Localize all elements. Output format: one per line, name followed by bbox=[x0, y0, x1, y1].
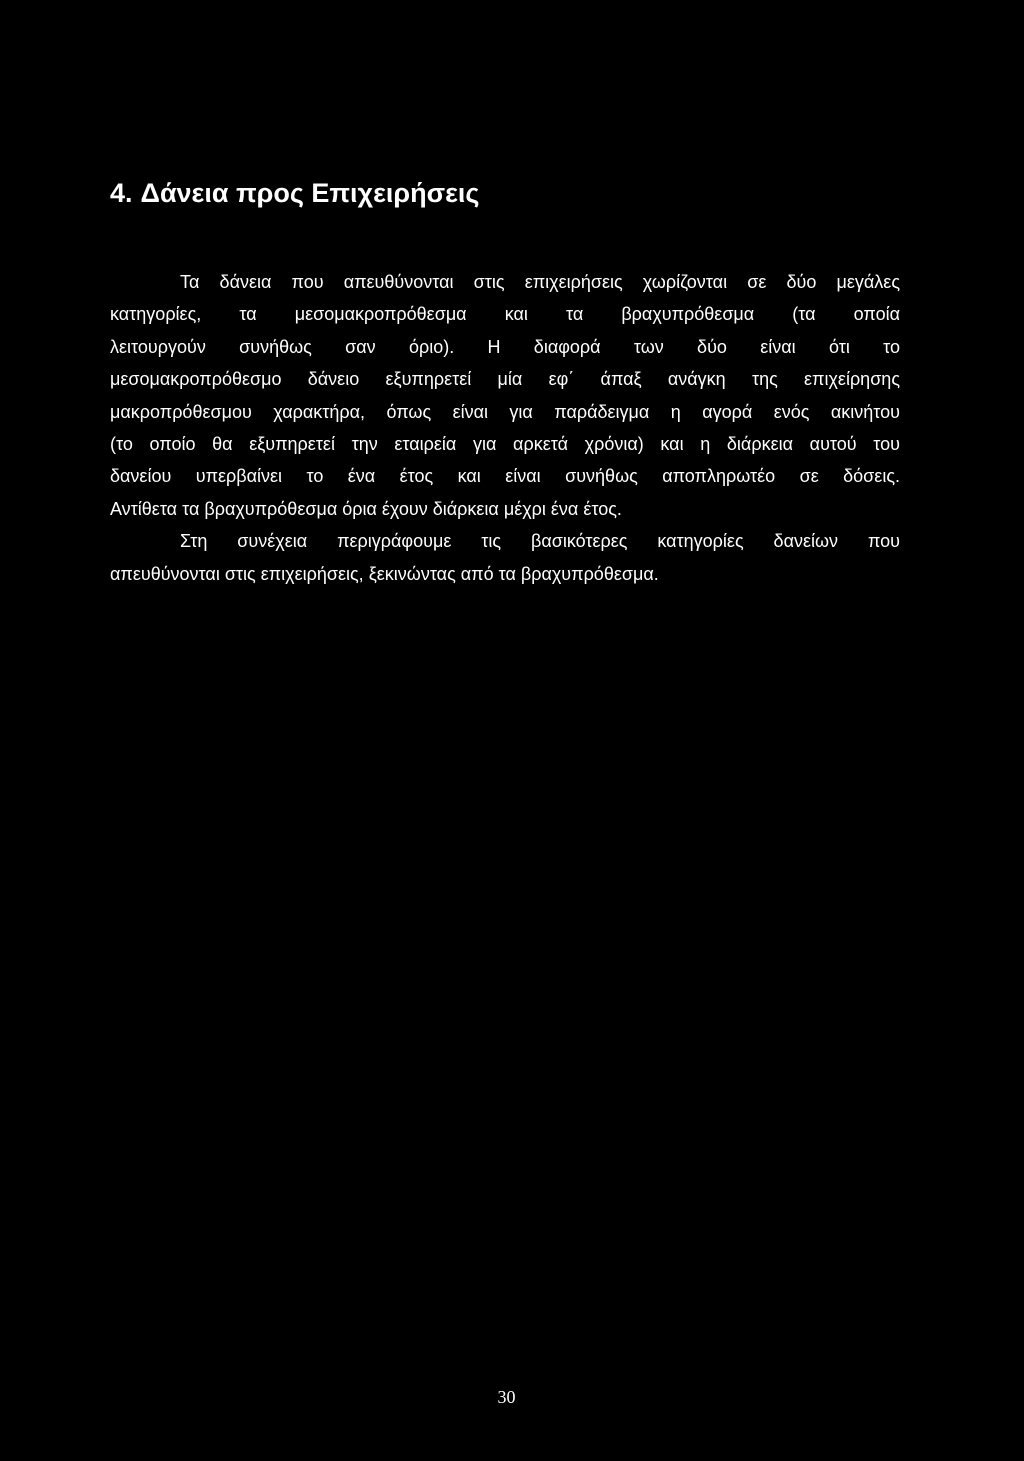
section-number: 4. bbox=[110, 178, 133, 208]
paragraph-2 bbox=[110, 525, 900, 590]
paragraph-line: απευθύνονται στις επιχειρήσεις, ξεκινώντας από τα βραχυπρόθεσμα. bbox=[110, 563, 659, 584]
paragraph-line: λειτουργούν συνήθως σαν όριο). Η διαφορά των δύο είναι ότι το bbox=[110, 336, 900, 357]
section-heading bbox=[110, 174, 479, 212]
paragraph-line: δανείου υπερβαίνει το ένα έτος και είναι συνήθως αποπληρωτέο σε δόσεις. bbox=[110, 466, 900, 487]
page-number: 30 bbox=[497, 1387, 516, 1407]
paragraph-line: κατηγορίες, τα μεσομακροπρόθεσμα και τα βραχυπρόθεσμα (τα οποία bbox=[110, 304, 900, 325]
body-text bbox=[110, 266, 900, 590]
paragraph-line: Στη συνέχεια περιγράφουμε τις βασικότερες κατηγορίες δανείων που bbox=[180, 531, 900, 552]
paragraph-line: Αντίθετα τα βραχυπρόθεσμα όρια έχουν διάρκεια μέχρι ένα έτος. bbox=[110, 498, 622, 519]
paragraph-1 bbox=[110, 266, 900, 525]
paragraph-line: μακροπρόθεσμου χαρακτήρα, όπως είναι για παράδειγμα η αγορά ενός ακινήτου bbox=[110, 401, 900, 422]
paragraph-line: μεσομακροπρόθεσμο δάνειο εξυπηρετεί μία εφ΄ άπαξ ανάγκη της επιχείρησης bbox=[110, 369, 900, 390]
paragraph-line: Τα δάνεια που απευθύνονται στις επιχειρήσεις χωρίζονται σε δύο μεγάλες bbox=[180, 272, 900, 292]
paragraph-line: (το οποίο θα εξυπηρετεί την εταιρεία για αρκετά χρόνια) και η διάρκεια αυτού του bbox=[110, 433, 900, 454]
section-title: Δάνεια προς Επιχειρήσεις bbox=[140, 178, 480, 208]
